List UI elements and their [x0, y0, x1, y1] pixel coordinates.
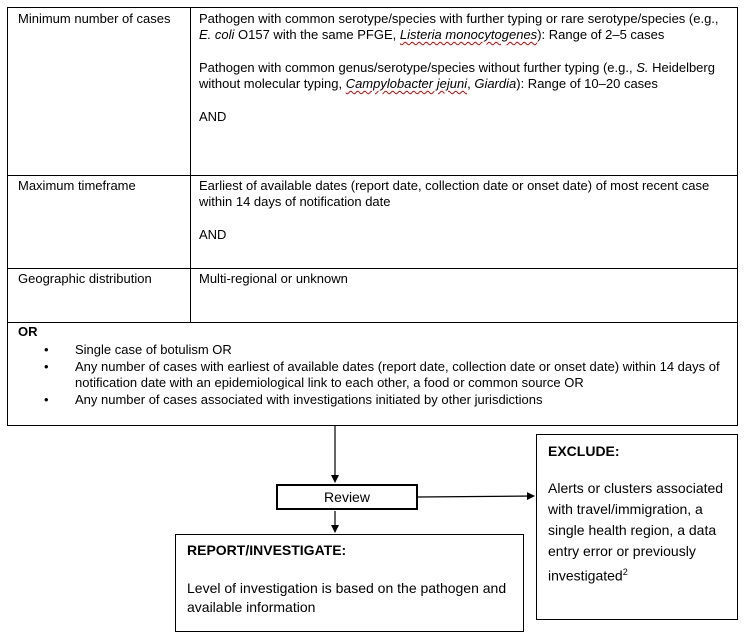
value-paragraph: AND — [199, 227, 227, 242]
or-item: • Any number of cases associated with investigations initiated by other jurisdictions — [44, 392, 543, 407]
bullet-icon: • — [44, 342, 49, 357]
report-investigate-box — [175, 534, 524, 632]
value-paragraph: Earliest of available dates (report date, collection date or onset date) of most recent case within 14 days of notification date — [199, 178, 710, 209]
report-heading: REPORT/INVESTIGATE: — [187, 542, 347, 558]
value-paragraph: AND — [199, 109, 227, 124]
value-paragraph: Multi-regional or unknown — [199, 271, 348, 286]
row-label: Minimum number of cases — [18, 11, 171, 26]
report-body: Level of investigation is based on the pathogen and available information — [187, 580, 507, 615]
or-item: • Single case of botulism OR — [44, 342, 232, 357]
arrow-to-exclude — [418, 496, 534, 497]
exclude-heading: EXCLUDE: — [548, 443, 620, 459]
bullet-icon: • — [44, 359, 49, 374]
or-title: OR — [18, 324, 38, 339]
row-label: Maximum timeframe — [18, 178, 136, 193]
row-label: Geographic distribution — [18, 271, 152, 286]
exclude-body: Alerts or clusters associated with travel/immigration, a single health region, a data entry error or previously investigated$^2$ — [548, 480, 724, 584]
review-box: Review — [276, 484, 418, 510]
exclude-box — [536, 434, 738, 620]
value-paragraph: Pathogen with common serotype/species with further typing or rare serotype/species (e.g., E. coli O157 with the same PFGE, Listeria monocytogenes): Range of 2–5 cases — [199, 11, 719, 42]
footnote-marker: 2 — [622, 567, 628, 577]
bullet-icon: • — [44, 392, 49, 407]
or-item: • Any number of cases with earliest of available dates (report date, collection date or onset date) within 14 days of notification date with an epidemiological link to each other, a food or common source OR — [44, 359, 720, 390]
value-paragraph: Pathogen with common genus/serotype/species without further typing (e.g., S. Heidelberg without molecular typing, Campylobacter jejuni, Giardia): Range of 10–20 cases — [199, 60, 715, 91]
